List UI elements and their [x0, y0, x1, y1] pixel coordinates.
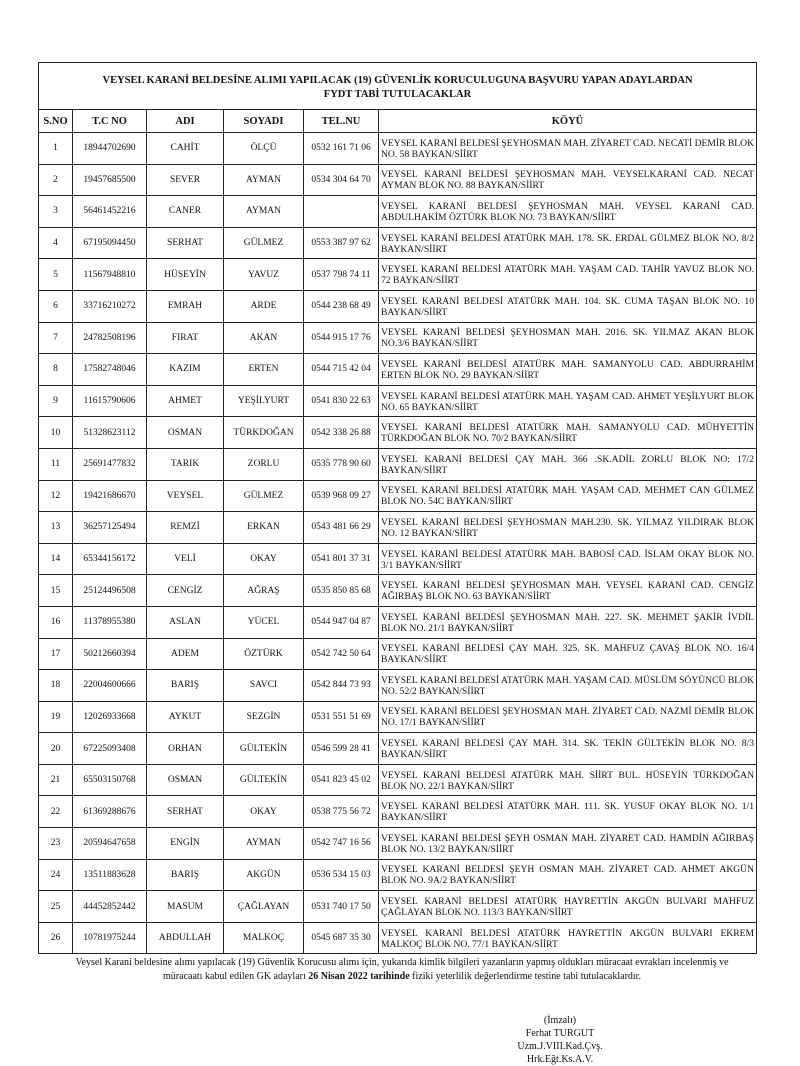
table-row [39, 133, 757, 165]
cell-surname: GÜLTEKİN [224, 764, 304, 796]
table-row [39, 891, 757, 923]
cell-surname: ÖLÇÜ [224, 133, 304, 165]
cell-tcno: 18944702690 [73, 133, 147, 165]
cell-tel: 0542 844 73 93 [304, 670, 379, 702]
col-header-surname: SOYADI [224, 110, 304, 133]
cell-sno: 3 [39, 196, 73, 228]
cell-surname: YÜCEL [224, 606, 304, 638]
col-header-name: ADI [147, 110, 224, 133]
signature-unit: Hrk.Eğt.Ks.A.V. [526, 1054, 594, 1065]
cell-name: CENGİZ [147, 575, 224, 607]
cell-name: ENGİN [147, 828, 224, 860]
col-header-tcno: T.C NO [73, 110, 147, 133]
cell-surname: ZORLU [224, 448, 304, 480]
table-row [39, 575, 757, 607]
cell-tel: 0545 687 35 30 [304, 922, 379, 954]
cell-tel: 0534 304 64 70 [304, 164, 379, 196]
cell-tcno: 44452852442 [73, 891, 147, 923]
cell-tcno: 51328623112 [73, 417, 147, 449]
cell-surname: GÜLMEZ [224, 480, 304, 512]
cell-tcno: 20594647658 [73, 828, 147, 860]
cell-name: HÜSEYİN [147, 259, 224, 291]
cell-tel: 0553 387 97 62 [304, 227, 379, 259]
signature-rank: Uzm.J.VIII.Kad.Çvş. [517, 1041, 603, 1052]
cell-sno: 5 [39, 259, 73, 291]
cell-tcno: 65503150768 [73, 764, 147, 796]
cell-village: VEYSEL KARANİ BELDESİ ATATÜRK MAH. YAŞAM CAD. MEHMET CAN GÜLMEZ BLOK NO. 54C BAYKAN/SİİRT [379, 480, 757, 512]
table-row [39, 733, 757, 765]
table-row [39, 796, 757, 828]
cell-name: VELİ [147, 543, 224, 575]
table-row [39, 164, 757, 196]
table-row [39, 227, 757, 259]
cell-tel: 0541 801 37 31 [304, 543, 379, 575]
cell-name: BARIŞ [147, 859, 224, 891]
table-title [39, 63, 757, 110]
cell-sno: 7 [39, 322, 73, 354]
cell-tel: 0542 338 26 88 [304, 417, 379, 449]
col-header-tel: TEL.NU [304, 110, 379, 133]
title-line-2: FYDT TABİ TUTULACAKLAR [323, 89, 472, 100]
cell-tcno: 24782508196 [73, 322, 147, 354]
cell-tcno: 10781975244 [73, 922, 147, 954]
cell-tcno: 13511883628 [73, 859, 147, 891]
cell-name: ABDULLAH [147, 922, 224, 954]
cell-name: TARIK [147, 448, 224, 480]
cell-surname: YAVUZ [224, 259, 304, 291]
cell-village: VEYSEL KARANİ BELDESİ ATATÜRK MAH. 111. SK. YUSUF OKAY BLOK NO. 1/1 BAYKAN/SİİRT [379, 796, 757, 828]
cell-sno: 16 [39, 606, 73, 638]
cell-name: ORHAN [147, 733, 224, 765]
table-row [39, 859, 757, 891]
col-header-sno: S.NO [39, 110, 73, 133]
cell-name: AYKUT [147, 701, 224, 733]
cell-tel: 0532 161 71 06 [304, 133, 379, 165]
table-row [39, 259, 757, 291]
cell-tel: 0541 823 45 02 [304, 764, 379, 796]
cell-village: VEYSEL KARANİ BELDESİ ŞEYH OSMAN MAH. ZİYARET CAD. HAMDİN AĞIRBAŞ BLOK NO. 13/2 BAYKAN/SİİRT [379, 828, 757, 860]
cell-surname: MALKOÇ [224, 922, 304, 954]
table-row [39, 322, 757, 354]
cell-surname: ERKAN [224, 512, 304, 544]
footer-note [52, 956, 752, 983]
footer-text: müracaatı kabul edilen GK adayları [163, 970, 309, 982]
table-row [39, 828, 757, 860]
table-row [39, 480, 757, 512]
cell-tel: 0537 798 74 11 [304, 259, 379, 291]
cell-tcno: 19421686670 [73, 480, 147, 512]
cell-village: VEYSEL KARANİ BELDESİ ATATÜRK MAH. YAŞAM CAD. AHMET YEŞİLYURT BLOK NO. 65 BAYKAN/SİİRT [379, 385, 757, 417]
cell-sno: 24 [39, 859, 73, 891]
cell-village: VEYSEL KARANİ BELDESİ ŞEYHOSMAN MAH. ZİYARET CAD. NAZMİ DEMİR BLOK NO. 17/1 BAYKAN/SİİRT [379, 701, 757, 733]
cell-village: VEYSEL KARANİ BELDESİ ÇAY MAH. 314. SK. TEKİN GÜLTEKİN BLOK NO. 8/3 BAYKAN/SİİRT [379, 733, 757, 765]
cell-surname: ARDE [224, 290, 304, 322]
table-row [39, 385, 757, 417]
cell-tcno: 50212660394 [73, 638, 147, 670]
cell-sno: 21 [39, 764, 73, 796]
cell-village: VEYSEL KARANİ BELDESİ ŞEYHOSMAN MAH. 2016. SK. YILMAZ AKAN BLOK NO.3/6 BAYKAN/SİİRT [379, 322, 757, 354]
cell-village: VEYSEL KARANİ BELDESİ ATATÜRK MAH. SAMANYOLU CAD. ABDURRAHİM ERTEN BLOK NO. 29 BAYKAN/SİİRT [379, 354, 757, 386]
cell-surname: ÖZTÜRK [224, 638, 304, 670]
cell-sno: 4 [39, 227, 73, 259]
table-row [39, 448, 757, 480]
cell-village: VEYSEL KARANİ BELDESİ ŞEYHOSMAN MAH. VEYSEL KARANİ CAD. CENGİZ AĞIRBAŞ BLOK NO. 63 BAYKAN/SİİRT [379, 575, 757, 607]
cell-tcno: 11567948810 [73, 259, 147, 291]
cell-tel: 0544 947 04 87 [304, 606, 379, 638]
footer-line-1: Veysel Karani beldesine alımı yapılacak (19) Güvenlik Korucusu alımı için, yukarıda kimlik bilgileri yazanların yapmış oldukları müracaat evrakları incelenmiş ve [75, 957, 729, 968]
cell-tcno: 17582748046 [73, 354, 147, 386]
cell-surname: AYMAN [224, 196, 304, 228]
cell-village: VEYSEL KARANİ BELDESİ ŞEYH OSMAN MAH. ZİYARET CAD. AHMET AKGÜN BLOK NO. 9A/2 BAYKAN/SİİRT [379, 859, 757, 891]
document [38, 62, 756, 954]
signature-name: Ferhat TURGUT [525, 1028, 595, 1039]
cell-surname: YEŞİLYURT [224, 385, 304, 417]
cell-tcno: 25691477832 [73, 448, 147, 480]
header-row [39, 110, 757, 133]
cell-surname: SAVCI [224, 670, 304, 702]
cell-sno: 9 [39, 385, 73, 417]
table-row [39, 764, 757, 796]
cell-surname: AKAN [224, 322, 304, 354]
cell-village: VEYSEL KARANİ BELDESİ ATATÜRK HAYRETTİN AKGÜN BULVARI EKREM MALKOÇ BLOK NO. 77/1 BAYKAN/SİİRT [379, 922, 757, 954]
cell-tel: 0546 599 28 41 [304, 733, 379, 765]
cell-name: ASLAN [147, 606, 224, 638]
cell-name: BARIŞ [147, 670, 224, 702]
cell-sno: 13 [39, 512, 73, 544]
applicant-table [38, 62, 757, 954]
cell-tcno: 67225093408 [73, 733, 147, 765]
footer-date: 26 Nisan 2022 tarihinde [308, 970, 410, 982]
cell-tcno: 11378955380 [73, 606, 147, 638]
cell-tel: 0535 778 90 60 [304, 448, 379, 480]
cell-surname: GÜLTEKİN [224, 733, 304, 765]
cell-name: SERHAT [147, 796, 224, 828]
cell-tel: 0536 534 15 03 [304, 859, 379, 891]
table-row [39, 417, 757, 449]
cell-tel: 0544 715 42 04 [304, 354, 379, 386]
cell-tel: 0535 850 85 68 [304, 575, 379, 607]
cell-tel [304, 196, 379, 228]
cell-tcno: 33716210272 [73, 290, 147, 322]
cell-tel: 0531 740 17 50 [304, 891, 379, 923]
cell-name: SEVER [147, 164, 224, 196]
cell-village: VEYSEL KARANİ BELDESİ ÇAY MAH. 325. SK. MAHFUZ ÇAVAŞ BLOK NO. 16/4 BAYKAN/SİİRT [379, 638, 757, 670]
cell-name: FIRAT [147, 322, 224, 354]
cell-name: REMZİ [147, 512, 224, 544]
cell-name: MASUM [147, 891, 224, 923]
cell-sno: 15 [39, 575, 73, 607]
cell-surname: AĞRAŞ [224, 575, 304, 607]
cell-tel: 0531 551 51 69 [304, 701, 379, 733]
table-row [39, 638, 757, 670]
cell-tcno: 67195094450 [73, 227, 147, 259]
cell-village: VEYSEL KARANİ BELDESİ ŞEYHOSMAN MAH. 227. SK. MEHMET ŞAKİR İVDİL BLOK NO. 21/1 BAYKAN/SİİRT [379, 606, 757, 638]
footer-line-2 [52, 970, 752, 984]
cell-name: SERHAT [147, 227, 224, 259]
cell-tcno: 11615790606 [73, 385, 147, 417]
cell-tcno: 12026933668 [73, 701, 147, 733]
cell-tcno: 25124496508 [73, 575, 147, 607]
cell-surname: AKGÜN [224, 859, 304, 891]
table-row [39, 670, 757, 702]
cell-village: VEYSEL KARANİ BELDESİ ŞEYHOSMAN MAH. VEYSEL KARANİ CAD. ABDULHAKİM ÖZTÜRK BLOK NO. 73 BAYKAN/SİİRT [379, 196, 757, 228]
cell-tel: 0538 775 56 72 [304, 796, 379, 828]
cell-surname: ÇAĞLAYAN [224, 891, 304, 923]
cell-village: VEYSEL KARANİ BELDESİ ŞEYHOSMAN MAH. ZİYARET CAD. NECATİ DEMİR BLOK NO. 58 BAYKAN/SİİRT [379, 133, 757, 165]
cell-tcno: 61369288676 [73, 796, 147, 828]
cell-village: VEYSEL KARANİ BELDESİ ŞEYHOSMAN MAH.230. SK. YILMAZ YILDIRAK BLOK NO. 12 BAYKAN/SİİRT [379, 512, 757, 544]
cell-name: ADEM [147, 638, 224, 670]
cell-village: VEYSEL KARANİ BELDESİ ATATÜRK MAH. SAMANYOLU CAD. MÜHYETTİN TÜRKDOĞAN BLOK NO. 70/2 BAYKAN/SİİRT [379, 417, 757, 449]
cell-surname: AYMAN [224, 828, 304, 860]
cell-village: VEYSEL KARANİ BELDESİ ATATÜRK MAH. BABOSİ CAD. İSLAM OKAY BLOK NO. 3/1 BAYKAN/SİİRT [379, 543, 757, 575]
cell-sno: 6 [39, 290, 73, 322]
table-row [39, 512, 757, 544]
cell-sno: 11 [39, 448, 73, 480]
cell-name: OSMAN [147, 417, 224, 449]
cell-name: AHMET [147, 385, 224, 417]
cell-tel: 0539 968 09 27 [304, 480, 379, 512]
footer-text-end: fiziki yeterlilik değerlendirme testine tabi tutulacaklardır. [409, 970, 641, 982]
cell-tcno: 36257125494 [73, 512, 147, 544]
cell-surname: AYMAN [224, 164, 304, 196]
table-row [39, 196, 757, 228]
table-row [39, 701, 757, 733]
cell-tcno: 22004600666 [73, 670, 147, 702]
cell-surname: SEZGİN [224, 701, 304, 733]
table-row [39, 543, 757, 575]
cell-name: CAHİT [147, 133, 224, 165]
cell-village: VEYSEL KARANİ BELDESİ ATATÜRK MAH. YAŞAM CAD. MÜSLÜM SÖYÜNCÜ BLOK NO. 52/2 BAYKAN/SİİRT [379, 670, 757, 702]
cell-sno: 8 [39, 354, 73, 386]
cell-surname: OKAY [224, 796, 304, 828]
cell-sno: 2 [39, 164, 73, 196]
cell-sno: 18 [39, 670, 73, 702]
table-row [39, 606, 757, 638]
col-header-village: KÖYÜ [379, 110, 757, 133]
cell-surname: ERTEN [224, 354, 304, 386]
cell-name: EMRAH [147, 290, 224, 322]
cell-tcno: 19457685500 [73, 164, 147, 196]
table-row [39, 354, 757, 386]
cell-tel: 0541 830 22 63 [304, 385, 379, 417]
cell-surname: OKAY [224, 543, 304, 575]
cell-name: OSMAN [147, 764, 224, 796]
cell-sno: 10 [39, 417, 73, 449]
cell-sno: 12 [39, 480, 73, 512]
cell-sno: 17 [39, 638, 73, 670]
title-line-1: VEYSEL KARANİ BELDESİNE ALIMI YAPILACAK (19) GÜVENLİK KORUCULUGUNA BAŞVURU YAPAN ADAYLARDAN [102, 75, 693, 86]
cell-tcno: 65344156172 [73, 543, 147, 575]
signature-block [500, 1014, 620, 1066]
cell-sno: 14 [39, 543, 73, 575]
cell-tel: 0542 747 16 56 [304, 828, 379, 860]
cell-village: VEYSEL KARANİ BELDESİ ATATÜRK MAH. 178. SK. ERDAL GÜLMEZ BLOK NO. 8/2 BAYKAN/SİİRT [379, 227, 757, 259]
cell-tel: 0544 238 68 49 [304, 290, 379, 322]
cell-surname: TÜRKDOĞAN [224, 417, 304, 449]
cell-sno: 20 [39, 733, 73, 765]
cell-sno: 22 [39, 796, 73, 828]
cell-village: VEYSEL KARANİ BELDESİ ÇAY MAH. 366 .SK.ADİL ZORLU BLOK NO: 17/2 BAYKAN/SİİRT [379, 448, 757, 480]
cell-name: KAZIM [147, 354, 224, 386]
cell-village: VEYSEL KARANİ BELDESİ ATATÜRK MAH. 104. SK. CUMA TAŞAN BLOK NO. 10 BAYKAN/SİİRT [379, 290, 757, 322]
cell-village: VEYSEL KARANİ BELDESİ ATATÜRK HAYRETTİN AKGÜN BULVARI MAHFUZ ÇAĞLAYAN BLOK NO. 113/3 BAYKAN/SİİRT [379, 891, 757, 923]
cell-village: VEYSEL KARANİ BELDESİ ATATÜRK MAH. YAŞAM CAD. TAHİR YAVUZ BLOK NO. 72 BAYKAN/SİİRT [379, 259, 757, 291]
cell-sno: 26 [39, 922, 73, 954]
cell-village: VEYSEL KARANİ BELDESİ ŞEYHOSMAN MAH. VEYSELKARANİ CAD. NECAT AYMAN BLOK NO. 88 BAYKAN/SİİRT [379, 164, 757, 196]
cell-tel: 0543 481 66 29 [304, 512, 379, 544]
cell-sno: 19 [39, 701, 73, 733]
cell-village: VEYSEL KARANİ BELDESİ ATATÜRK MAH. SİİRT BUL. HÜSEYİN TÜRKDOĞAN BLOK NO. 22/1 BAYKAN/SİİRT [379, 764, 757, 796]
cell-surname: GÜLMEZ [224, 227, 304, 259]
cell-sno: 23 [39, 828, 73, 860]
cell-tel: 0544 915 17 76 [304, 322, 379, 354]
cell-sno: 25 [39, 891, 73, 923]
signature-label: (İmzalı) [543, 1015, 577, 1026]
cell-tel: 0542 742 50 64 [304, 638, 379, 670]
cell-name: VEYSEL [147, 480, 224, 512]
cell-name: CANER [147, 196, 224, 228]
cell-sno: 1 [39, 133, 73, 165]
table-row [39, 290, 757, 322]
cell-tcno: 56461452216 [73, 196, 147, 228]
table-row [39, 922, 757, 954]
